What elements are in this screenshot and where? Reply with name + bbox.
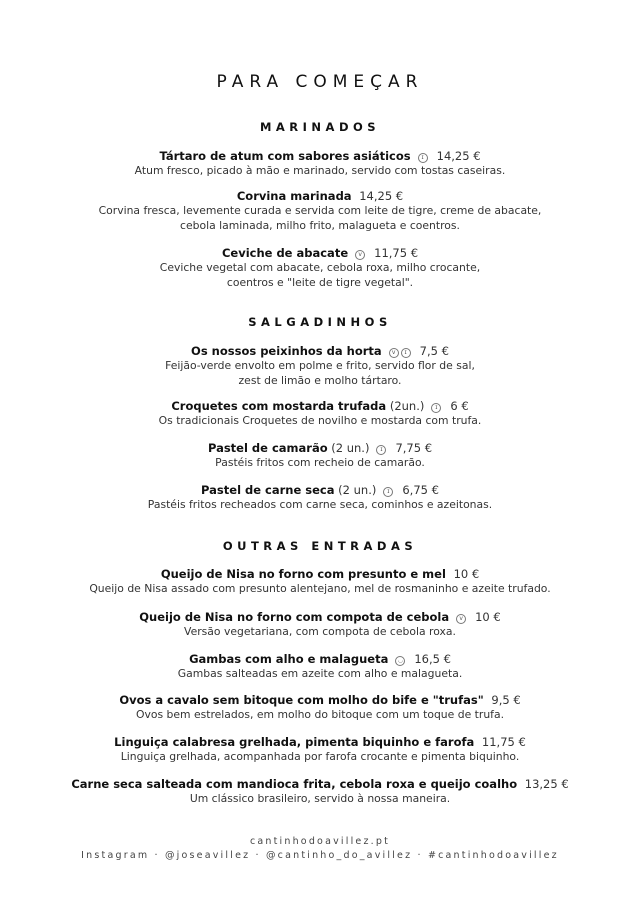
item-description: zest de limão e molho tártaro. <box>238 373 402 387</box>
item-quantity: (2 un.) <box>331 441 370 455</box>
item-name: Ceviche de abacate <box>221 246 349 260</box>
item-name-line <box>0 609 640 625</box>
item-name: Croquetes com mostarda trufada <box>171 399 387 413</box>
item-name: Gambas com alho e malagueta <box>189 652 389 666</box>
item-price: 6,75 € <box>402 483 439 497</box>
item-name: Carne seca salteada com mandioca frita, cebola roxa e queijo coalho <box>71 777 518 791</box>
menu-item <box>0 440 640 471</box>
spicy-icon: ◡ <box>395 656 405 666</box>
item-name: Corvina marinada <box>236 189 352 203</box>
item-name: Queijo de Nisa no forno com compota de cebola <box>139 610 450 624</box>
item-name: Pastel de carne seca <box>201 483 335 497</box>
item-name-line <box>0 343 640 359</box>
item-name: Os nossos peixinhos da horta <box>191 344 382 358</box>
item-name-line <box>0 398 640 414</box>
item-name: Tártaro de atum com sabores asiáticos <box>159 149 411 163</box>
section-heading: SALGADINHOS <box>248 315 392 329</box>
item-name-line <box>0 245 640 261</box>
item-description: Os tradicionais Croquetes de novilho e mostarda com trufa. <box>158 414 482 427</box>
item-price: 14,25 € <box>359 189 404 203</box>
item-name-line <box>0 482 640 498</box>
item-name-line <box>0 440 640 456</box>
item-price: 7,75 € <box>395 441 433 455</box>
footer-website[interactable]: cantinhodoavillez.pt <box>249 836 391 847</box>
item-name-line <box>0 777 640 792</box>
item-name: Queijo de Nisa no forno com presunto e mel <box>160 567 446 581</box>
item-price: 14,25 € <box>436 149 481 163</box>
footer-social: Instagram · @joseavillez · @cantinho_do_avillez · #cantinhodoavillez <box>81 850 559 861</box>
item-name-line <box>0 735 640 750</box>
item-name-line <box>0 693 640 708</box>
item-price: 6 € <box>450 399 469 413</box>
item-description: Atum fresco, picado à mão e marinado, servido com tostas caseiras. <box>134 164 506 177</box>
gluten-icon: ɪ <box>401 348 411 358</box>
item-price: 11,75 € <box>374 246 419 260</box>
menu-item <box>0 735 640 765</box>
item-price: 11,75 € <box>481 735 526 749</box>
item-name: Ovos a cavalo sem bitoque com molho do bife e "trufas" <box>119 693 484 707</box>
item-description: Queijo de Nisa assado com presunto alentejano, mel de rosmaninho e azeite trufado. <box>89 582 551 595</box>
item-description: Um clássico brasileiro, servido à nossa maneira. <box>189 792 451 805</box>
item-price: 7,5 € <box>419 344 449 358</box>
item-name: Linguiça calabresa grelhada, pimenta biquinho e farofa <box>114 735 475 749</box>
item-description: Gambas salteadas em azeite com alho e malagueta. <box>177 667 463 680</box>
item-name-line <box>0 148 640 164</box>
menu-item <box>0 343 640 388</box>
menu-item <box>0 398 640 429</box>
item-price: 9,5 € <box>491 693 521 707</box>
menu-item <box>0 693 640 723</box>
item-description: Ovos bem estrelados, em molho do bitoque com um toque de trufa. <box>135 708 505 721</box>
menu-item <box>0 245 640 290</box>
item-description: Versão vegetariana, com compota de cebola roxa. <box>184 625 456 638</box>
gluten-icon: ɪ <box>376 445 386 455</box>
item-description: Feijão-verde envolto em polme e frito, servido flor de sal, <box>165 359 475 372</box>
item-quantity: (2 un.) <box>338 483 377 497</box>
gluten-icon: ɪ <box>418 153 428 163</box>
item-name-line <box>0 651 640 667</box>
item-name-line <box>0 189 640 204</box>
section-heading: OUTRAS ENTRADAS <box>222 539 418 553</box>
item-description: Linguiça grelhada, acompanhada por farofa crocante e pimenta biquinho. <box>120 750 520 763</box>
item-quantity: (2un.) <box>389 399 425 413</box>
menu-item <box>0 609 640 640</box>
page-title: PARA COMEÇAR <box>216 72 424 92</box>
menu-item <box>0 567 640 597</box>
item-name: Pastel de camarão <box>207 441 328 455</box>
item-price: 10 € <box>475 610 501 624</box>
item-price: 16,5 € <box>414 652 451 666</box>
item-description: Corvina fresca, levemente curada e servida com leite de tigre, creme de abacate, <box>98 204 542 217</box>
section-heading: MARINADOS <box>259 120 381 134</box>
menu-item <box>0 189 640 233</box>
item-description: Pastéis fritos com recheio de camarão. <box>215 456 425 469</box>
vegetarian-icon: v <box>355 250 365 260</box>
item-description: Pastéis fritos recheados com carne seca, cominhos e azeitonas. <box>147 498 493 511</box>
menu-item <box>0 651 640 682</box>
item-price: 10 € <box>453 567 480 581</box>
vegetarian-icon: v <box>456 614 466 624</box>
item-price: 13,25 € <box>524 777 569 791</box>
vegetarian-icon: v <box>389 348 399 358</box>
item-description: Ceviche vegetal com abacate, cebola roxa, milho crocante, <box>159 261 481 274</box>
menu-item <box>0 777 640 807</box>
gluten-icon: ɪ <box>431 403 441 413</box>
gluten-icon: ɪ <box>383 487 393 497</box>
menu-item <box>0 148 640 179</box>
item-description: cebola laminada, milho frito, malagueta e coentros. <box>180 218 460 232</box>
item-description: coentros e "leite de tigre vegetal". <box>226 275 414 289</box>
menu-item <box>0 482 640 513</box>
item-name-line <box>0 567 640 582</box>
